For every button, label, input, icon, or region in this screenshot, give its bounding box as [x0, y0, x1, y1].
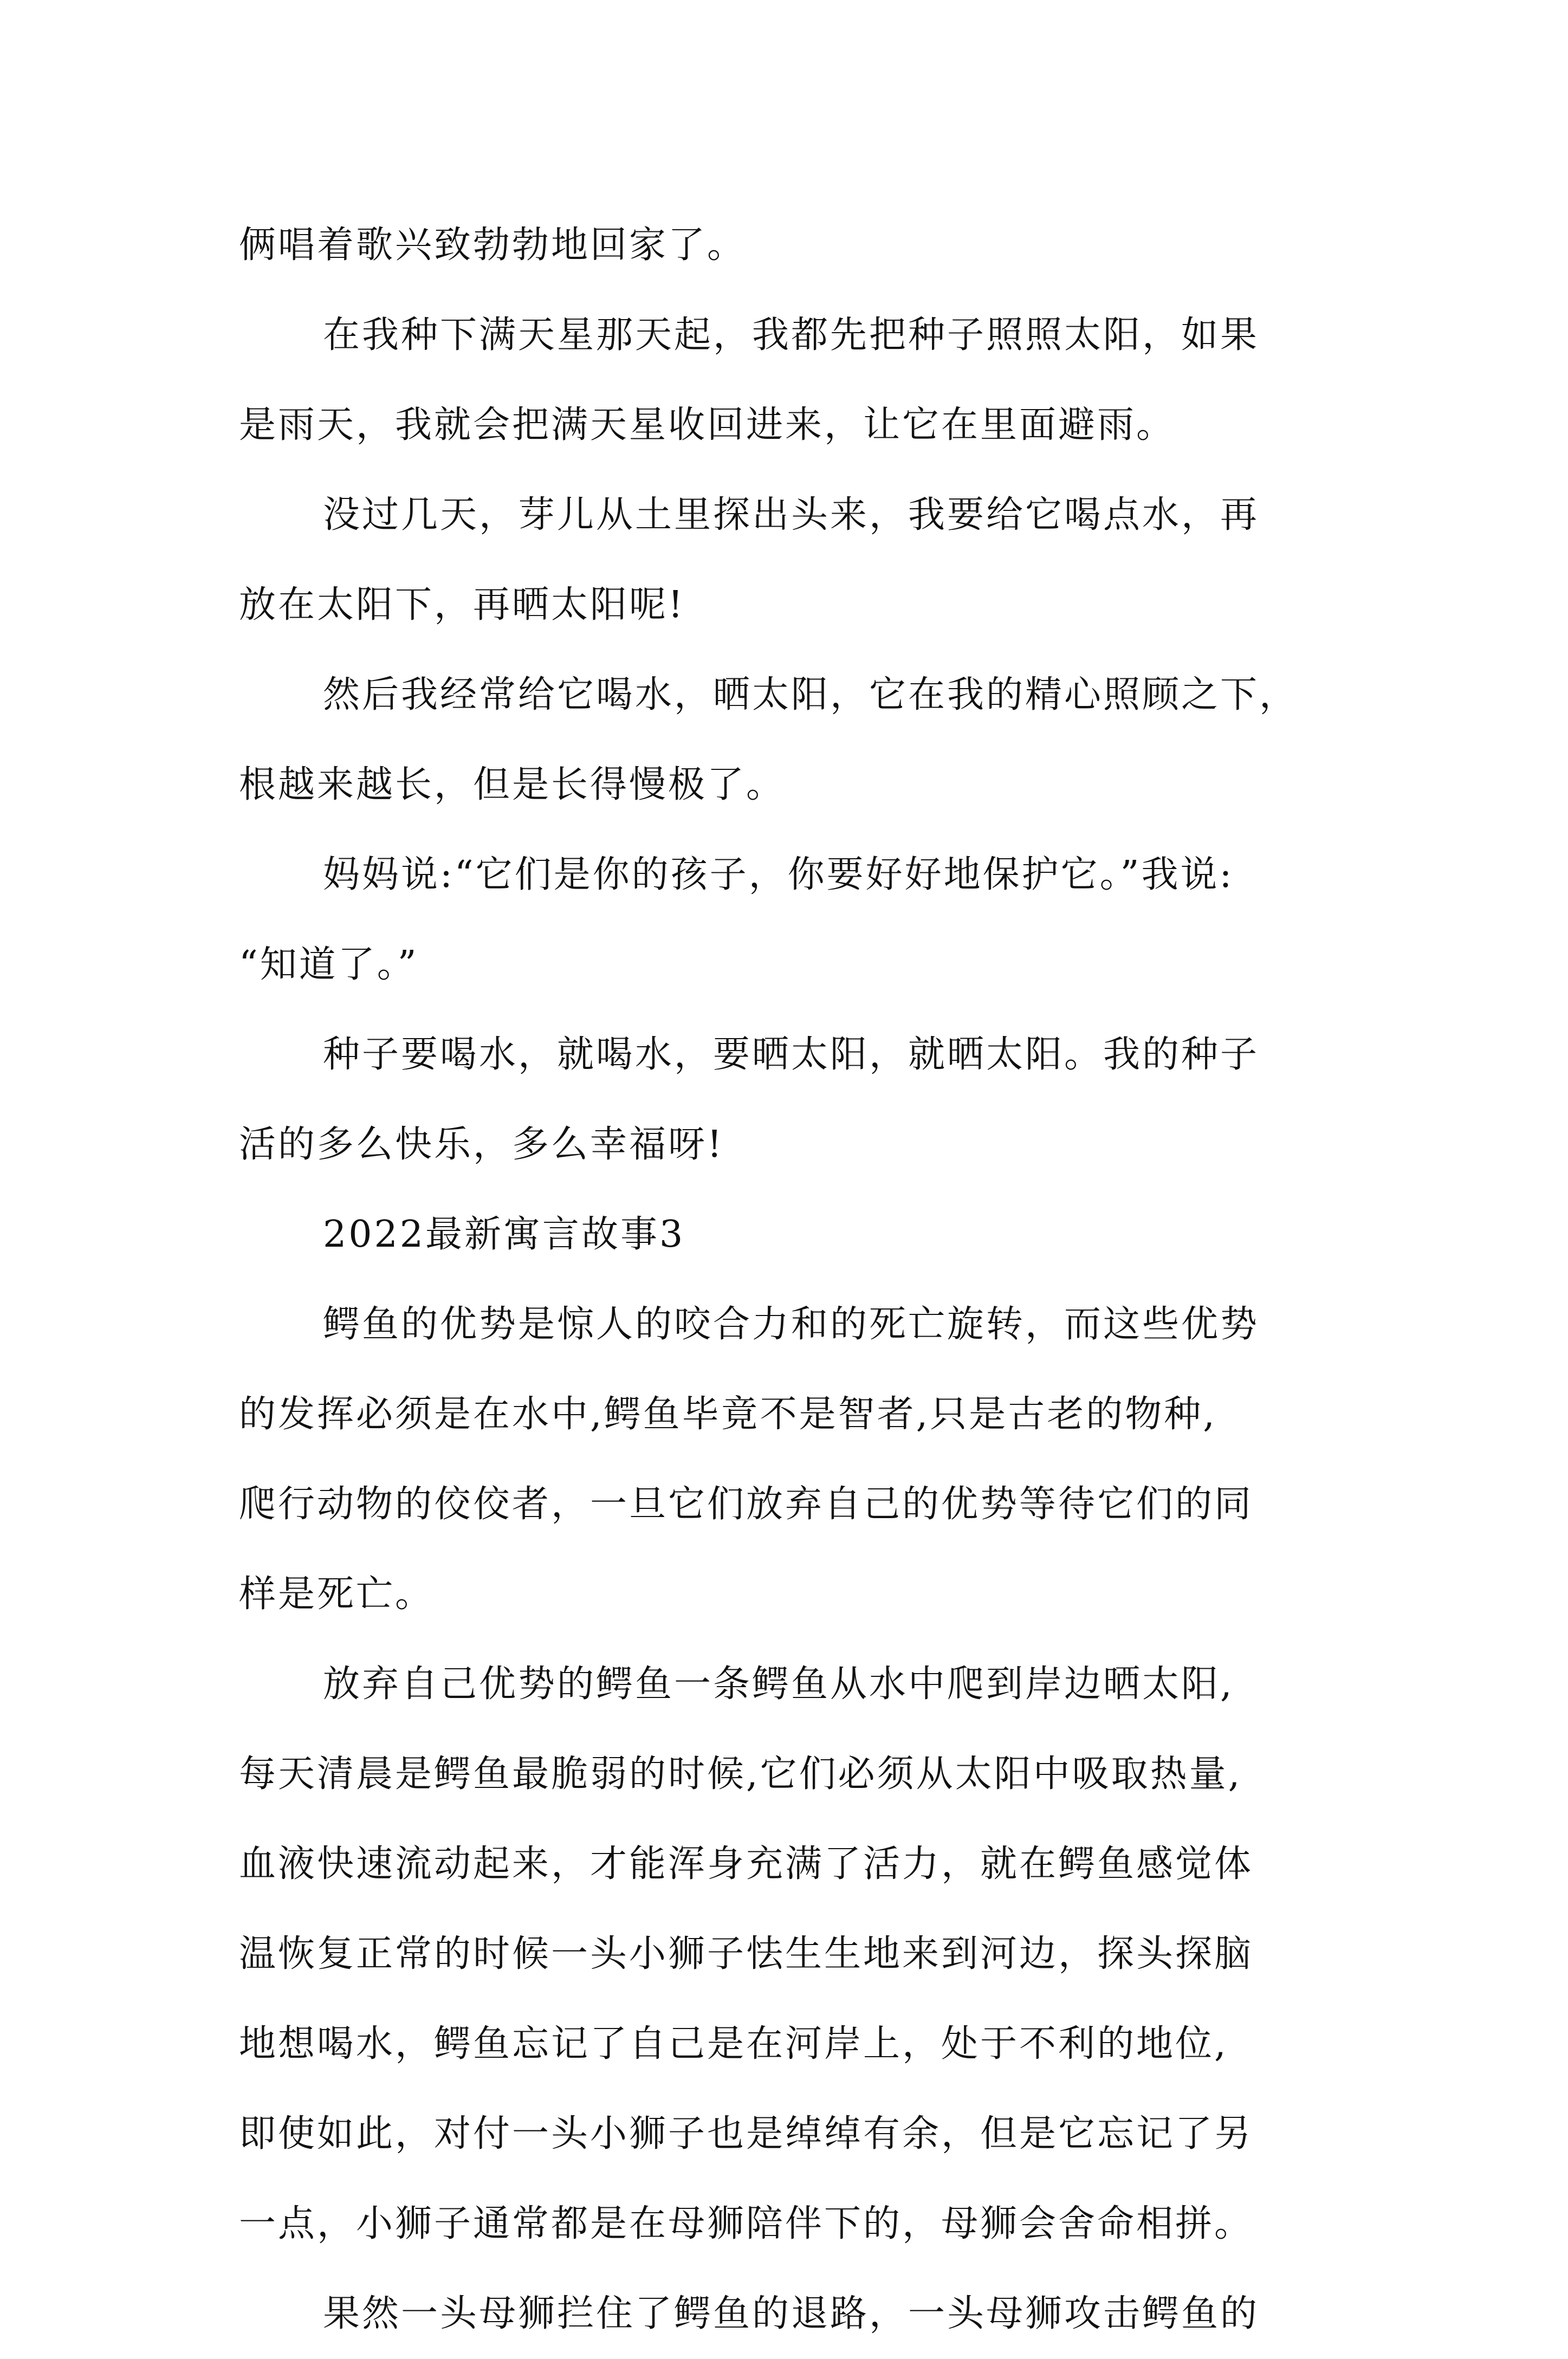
text-line: 地想喝水，鳄鱼忘记了自己是在河岸上，处于不利的地位,	[239, 2023, 1228, 2065]
text-line: 放弃自己优势的鳄鱼一条鳄鱼从水中爬到岸边晒太阳,	[323, 1663, 1234, 1706]
text-line: 种子要喝水，就喝水，要晒太阳，就晒太阳。我的种子	[323, 1033, 1260, 1076]
section-heading: 2022最新寓言故事3	[323, 1213, 685, 1256]
text-line: 即使如此，对付一头小狮子也是绰绰有余，但是它忘记了另	[239, 2112, 1254, 2155]
text-line: 俩唱着歌兴致勃勃地回家了。	[239, 224, 747, 267]
text-line: 样是死亡。	[239, 1573, 435, 1616]
text-line: 温恢复正常的时候一头小狮子怯生生地来到河边，探头探脑	[239, 1933, 1254, 1975]
text-line: 血液快速流动起来，才能浑身充满了活力，就在鳄鱼感觉体	[239, 1843, 1254, 1885]
text-line: 根越来越长，但是长得慢极了。	[239, 763, 786, 806]
text-line: 然后我经常给它喝水，晒太阳，它在我的精心照顾之下，	[323, 673, 1299, 716]
text-line: 妈妈说:“它们是你的孩子，你要好好地保护它。”我说:	[323, 853, 1234, 896]
text-line: 一点，小狮子通常都是在母狮陪伴下的，母狮会舍命相拼。	[239, 2202, 1254, 2245]
text-line: 在我种下满天星那天起，我都先把种子照照太阳，如果	[323, 314, 1260, 357]
text-line: 是雨天，我就会把满天星收回进来，让它在里面避雨。	[239, 404, 1176, 446]
text-line: “知道了。”	[239, 943, 419, 986]
text-line: 每天清晨是鳄鱼最脆弱的时候,它们必须从太阳中吸取热量,	[239, 1753, 1242, 1796]
text-line: 果然一头母狮拦住了鳄鱼的退路，一头母狮攻击鳄鱼的	[323, 2292, 1260, 2335]
document-body	[239, 200, 1339, 2359]
text-line: 鳄鱼的优势是惊人的咬合力和的死亡旋转，而这些优势	[323, 1303, 1260, 1346]
text-line: 的发挥必须是在水中,鳄鱼毕竟不是智者,只是古老的物种,	[239, 1393, 1217, 1436]
text-line: 没过几天，芽儿从土里探出头来，我要给它喝点水，再	[323, 494, 1260, 536]
text-line: 活的多么快乐，多么幸福呀!	[239, 1123, 724, 1166]
text-line: 放在太阳下，再晒太阳呢!	[239, 584, 685, 626]
text-line: 爬行动物的佼佼者，一旦它们放弃自己的优势等待它们的同	[239, 1483, 1254, 1526]
